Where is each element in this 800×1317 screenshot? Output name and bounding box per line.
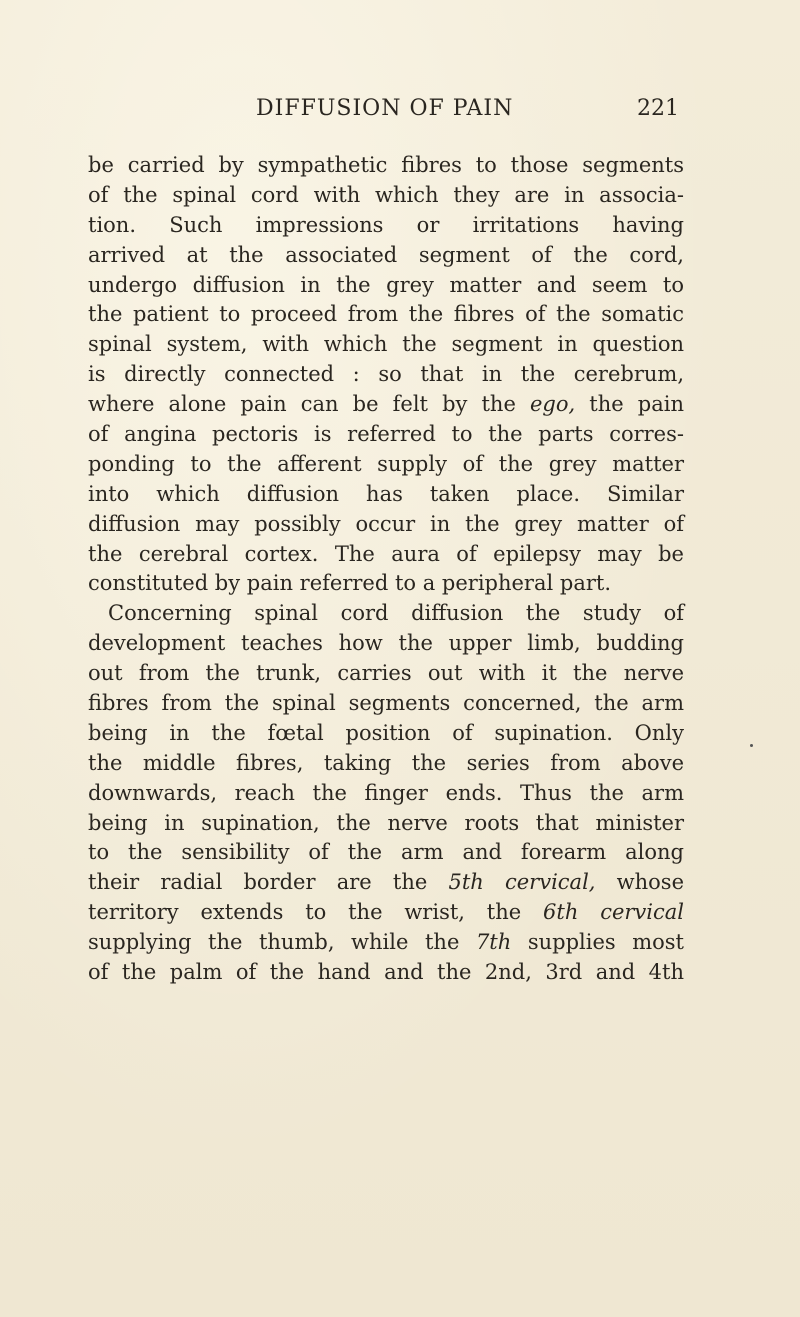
text-run: where alone pain can be felt by the	[88, 392, 530, 417]
text-run: supplying the thumb, while the	[88, 930, 476, 955]
text-line: diffusion may possibly occur in the grey matter of	[88, 511, 684, 536]
text-line: be carried by sympathetic fibres to those segments	[88, 153, 684, 177]
text-line: to the sensibility of the arm and forearm along	[88, 840, 684, 865]
text-line	[88, 390, 684, 420]
text-line: of angina pectoris is referred to the parts corres-	[88, 422, 684, 447]
body-text	[88, 151, 684, 988]
italic-run: 7th	[475, 930, 512, 955]
running-head: DIFFUSION OF PAIN	[256, 96, 514, 121]
italic-run: 6th cervical	[543, 900, 684, 925]
text-run: whose	[595, 870, 685, 895]
text-line: into which diffusion has taken place. Similar	[88, 481, 684, 506]
italic-run: ego,	[529, 392, 576, 417]
text-line: ponding to the afferent supply of the grey matter	[88, 451, 684, 476]
text-line: undergo diffusion in the grey matter and seem to	[88, 272, 684, 297]
text-line	[88, 868, 684, 898]
italic-run: 5th cervical,	[448, 870, 596, 895]
text-line: being in the fœtal position of supination. Only	[88, 720, 684, 745]
text-line: of the palm of the hand and the 2nd, 3rd and 4th	[88, 960, 684, 985]
text-line: spinal system, with which the segment in question	[88, 332, 684, 357]
text-line: being in supination, the nerve roots that minister	[88, 810, 684, 835]
text-line: constituted by pain referred to a peripheral part.	[88, 571, 612, 596]
text-line: fibres from the spinal segments concerned, the arm	[88, 691, 684, 716]
text-line: downwards, reach the finger ends. Thus the arm	[88, 780, 684, 805]
text-run: the pain	[575, 392, 684, 417]
page-header	[0, 96, 800, 126]
text-run: their radial border are the	[88, 870, 449, 895]
text-line	[88, 898, 684, 928]
text-run: territory extends to the wrist, the	[88, 900, 544, 925]
text-line: development teaches how the upper limb, budding	[88, 631, 684, 656]
page-number: 221	[637, 96, 679, 121]
text-line: is directly connected : so that in the cerebrum,	[88, 362, 684, 387]
text-line: Concerning spinal cord diffusion the study of	[108, 601, 684, 626]
margin-mark	[750, 744, 753, 747]
text-line: arrived at the associated segment of the cord,	[88, 242, 684, 267]
text-line: out from the trunk, carries out with it the nerve	[88, 661, 684, 686]
text-line: of the spinal cord with which they are in associa-	[88, 182, 684, 207]
text-line: the patient to proceed from the fibres of the somatic	[88, 302, 684, 327]
text-run: supplies most	[511, 930, 684, 955]
text-line: the middle fibres, taking the series from above	[88, 750, 684, 775]
text-line: the cerebral cortex. The aura of epilepsy may be	[88, 541, 684, 566]
text-line	[88, 928, 684, 958]
text-line: tion. Such impressions or irritations having	[88, 212, 684, 237]
